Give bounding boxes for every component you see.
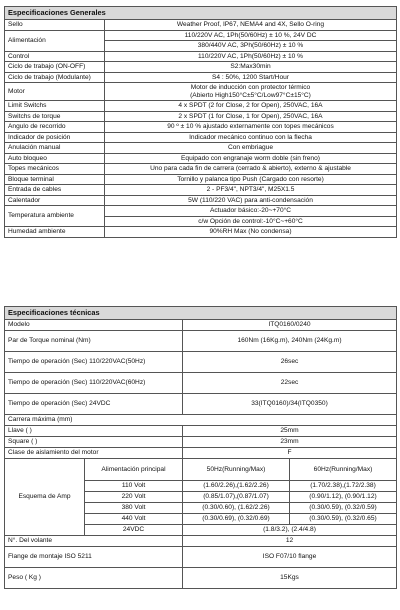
spec-value: S4 : 50%, 1200 Start/Hour [105,72,397,83]
spec-label: Angulo de recorrido [5,122,105,133]
spec-label: Switchs de torque [5,111,105,122]
spec-value: Uno para cada fin de carrera (cerrado & abierto), externo & ajustable [105,164,397,175]
general-specs-table [4,6,397,238]
amp-value: (0.90/1.12), (0.90/1.12) [290,492,397,503]
spec-value: 110/220V AC, 1Ph(50/60Hz) ± 10 % [105,51,397,62]
spec-value: Con embriague [105,143,397,154]
spec-label: Topes mecánicos [5,164,105,175]
table-row [5,30,397,41]
spec-value-line: Motor de inducción con protector térmico [190,84,311,92]
spec-label: Auto bloqueo [5,153,105,164]
spec-value: 23mm [183,437,397,448]
spec-value: 2 - PF3/4", NPT3/4", M25X1.5 [105,185,397,196]
spec-label: Par de Torque nominal (Nm) [5,331,183,352]
spec-label: Clase de aislamiento del motor [5,448,183,459]
spec-value: c/w Opción de control:-10°C~+60°C [105,216,397,227]
table-row [5,331,397,352]
spec-value: 25mm [183,426,397,437]
spec-value: 12 [183,536,397,547]
table-row [5,122,397,133]
table-row [5,227,397,238]
spec-label: N°. Del volante [5,536,183,547]
table-row [5,153,397,164]
amp-voltage: 220 Volt [85,492,183,503]
spec-value: 4 x SPDT (2 for Close, 2 for Open), 250VAC, 16A [105,101,397,112]
table-row [5,373,397,394]
spec-label: Tiempo de operación (Sec) 110/220VAC(50Hz) [5,352,183,373]
amp-value: (0.30/0.69), (0.32/0.69) [183,514,290,525]
amp-value: (0.30/0.60), (1.62/2.26) [183,503,290,514]
table-row [5,72,397,83]
spec-label: Modelo [5,320,183,331]
spec-label: Llave ( ) [5,426,183,437]
amp-value: (0.85/1.07),(0.87/1.07) [183,492,290,503]
table-row [5,101,397,112]
spec-value: 26sec [183,352,397,373]
amp-col-header: 50Hz(Running/Max) [183,459,290,481]
spec-label: Carrera máxima (mm) [5,415,397,426]
table-row [5,437,397,448]
spec-label: Entrada de cables [5,185,105,196]
table-row [5,426,397,437]
spec-value-line: (Abierto High150°C±5°C/Low97°C±15°C) [190,91,311,99]
table-row [5,536,397,547]
spec-value: 380/440V AC, 3Ph(50/60Hz) ± 10 % [105,41,397,52]
table-row [5,164,397,175]
table-row [5,320,397,331]
spec-label: Humedad ambiente [5,227,105,238]
technical-specs-header-row [5,307,397,320]
spec-value: Equipado con engranaje worm doble (sin freno) [105,153,397,164]
table-row [5,174,397,185]
spec-value: 5W (110/220 VAC) para anti-condensación [105,195,397,206]
table-row [5,62,397,73]
spec-value: F [183,448,397,459]
amp-header-row [5,459,397,481]
table-row [5,51,397,62]
spec-value: S2:Max30min [105,62,397,73]
spec-label: Peso ( Kg ) [5,568,183,589]
spec-value: Weather Proof, IP67, NEMA4 and 4X, Sello O-ring [105,20,397,31]
spec-value: 33(ITQ0160)/34(ITQ0350) [183,394,397,415]
spec-value: ITQ0160/0240 [183,320,397,331]
table-row [5,352,397,373]
table-row [5,568,397,589]
spec-value: ISO F07/10 flange [183,547,397,568]
spec-label: Calentador [5,195,105,206]
spec-value [105,83,397,101]
table-row [5,143,397,154]
spec-value: 90%RH Max (No condensa) [105,227,397,238]
spec-label: Ciclo de trabajo (Modulante) [5,72,105,83]
amp-voltage: 440 Volt [85,514,183,525]
technical-specs-title: Especificaciones técnicas [5,307,397,320]
spec-value: Actuador básico:-20~+70°C [105,206,397,217]
spec-label: Control [5,51,105,62]
spec-label: Ciclo de trabajo (ON-OFF) [5,62,105,73]
table-row [5,206,397,217]
table-row [5,111,397,122]
table-row [5,394,397,415]
amp-voltage: 380 Volt [85,503,183,514]
spec-value: 22sec [183,373,397,394]
technical-specs-table [4,306,397,589]
amp-value: (1.60/2.26),(1.62/2.26) [183,481,290,492]
spec-label: Limit Switchs [5,101,105,112]
general-specs-header-row [5,7,397,20]
amp-value: (0.30/0.59), (0.32/0.59) [290,503,397,514]
amp-col-header: Alimentación principal [85,459,183,481]
spec-value: 15Kgs [183,568,397,589]
table-row [5,547,397,568]
spec-value: 90 º ± 10 % ajustado externamente con topes mecánicos [105,122,397,133]
spec-label: Motor [5,83,105,101]
table-row [5,20,397,31]
amp-value: (1.70/2.38),(1.72/2.38) [290,481,397,492]
spec-label: Indicador de posición [5,132,105,143]
spec-value: Tornillo y palanca tipo Push (Cargado con resorte) [105,174,397,185]
spec-label: Temperatura ambiente [5,206,105,227]
table-row [5,415,397,426]
spec-label: Sello [5,20,105,31]
spec-label: Alimentación [5,30,105,51]
table-row [5,132,397,143]
general-specs-title: Especificaciones Generales [5,7,397,20]
amp-voltage: 24VDC [85,525,183,536]
spec-value: Indicador mecánico continuo con la flecha [105,132,397,143]
amp-label: Esquema de Amp [5,459,85,536]
table-row [5,195,397,206]
spec-label: Bloque terminal [5,174,105,185]
spec-label: Tiempo de operación (Sec) 110/220VAC(60Hz) [5,373,183,394]
table-row [5,185,397,196]
spec-label: Flange de montaje ISO 5211 [5,547,183,568]
amp-value: (1.8/3.2), (2.4/4.8) [183,525,397,536]
spec-value: 160Nm (16Kg.m), 240Nm (24Kg.m) [183,331,397,352]
spec-value: 2 x SPDT (1 for Close, 1 for Open), 250VAC, 16A [105,111,397,122]
spec-label: Square ( ) [5,437,183,448]
amp-voltage: 110 Volt [85,481,183,492]
spec-value: 110/220V AC, 1Ph(50/60Hz) ± 10 %, 24V DC [105,30,397,41]
amp-value: (0.30/0.59), (0.32/0.65) [290,514,397,525]
table-row [5,448,397,459]
amp-col-header: 60Hz(Running/Max) [290,459,397,481]
table-row [5,83,397,101]
spec-label: Tiempo de operación (Sec) 24VDC [5,394,183,415]
spec-label: Anulación manual [5,143,105,154]
